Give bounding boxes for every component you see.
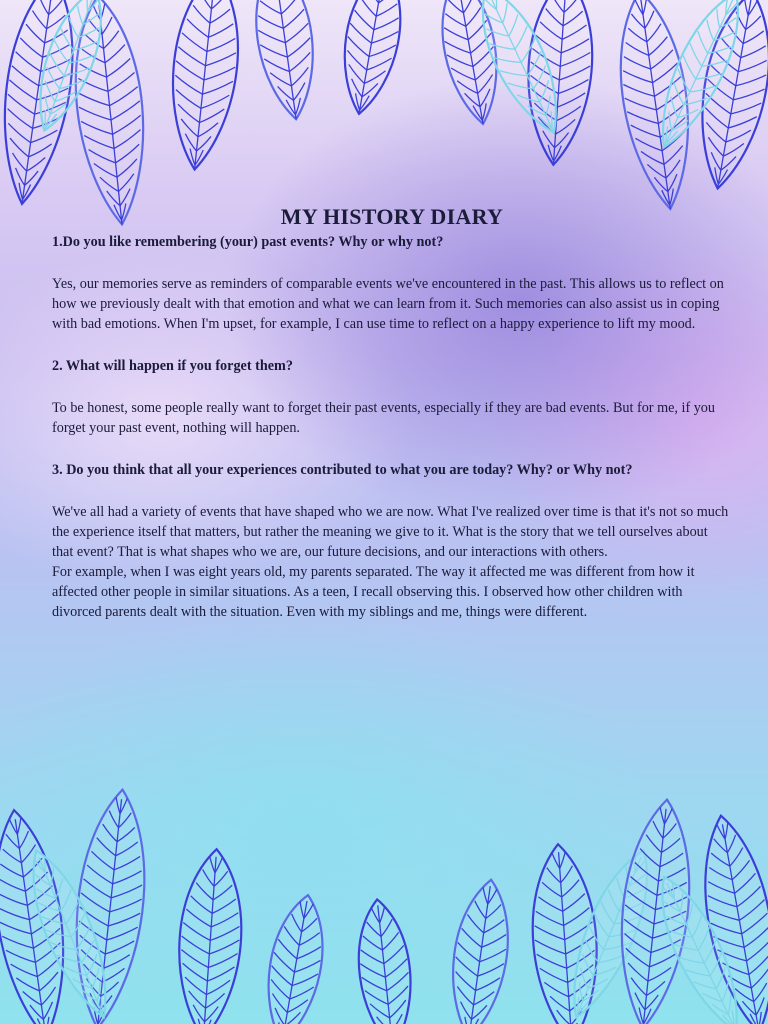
leaf-icon <box>464 0 576 143</box>
leaf-icon <box>333 0 411 118</box>
leaf-icon <box>173 847 247 1024</box>
leaf-icon <box>163 0 247 173</box>
leaf-icon <box>257 891 333 1024</box>
leaf-icon <box>247 0 323 123</box>
leaf-icon <box>66 0 155 228</box>
leaf-icon <box>15 842 124 1024</box>
leaf-icon <box>611 796 700 1024</box>
page-title: MY HISTORY DIARY <box>280 204 504 229</box>
leaf-icon <box>65 786 155 1024</box>
question-1: 1.Do you like remembering (your) past events? Why or why not? <box>52 234 444 250</box>
answer-3-paragraph-1: We've all had a variety of events that have shaped who we are now. What I've realized over time is that it's not so much the experience itself that matters, but rather the meaning we give to it. What is the story that we tell ourselves about that event? That is what shapes who we are, our future decisions, and our interactions with others. <box>52 504 729 560</box>
leaf-icon <box>23 0 117 138</box>
leaf-icon <box>644 0 757 157</box>
question-2: 2. What will happen if you forget them? <box>52 358 293 374</box>
answer-2: To be honest, some people really want to forget their past events, especially if they are bad events. But for me, if you forget your past event, nothing will happen. <box>52 400 715 436</box>
leaf-icon <box>522 0 598 167</box>
leaf-icon <box>644 868 755 1024</box>
leaf-icon <box>691 810 768 1024</box>
leaf-icon <box>555 842 666 1024</box>
answer-3-paragraph-2: For example, when I was eight years old, my parents separated. The way it affected me was different from how it affected other people in similar situations. As a teen, I recall observing this. I observed how other children with divorced parents dealt with the situation. Even with my siblings and me, things were different. <box>52 564 695 620</box>
leaf-icon <box>0 806 77 1024</box>
leaf-icon <box>608 0 701 213</box>
leaf-icon <box>432 0 508 128</box>
leaf-icon <box>0 0 85 208</box>
leaf-icon <box>443 876 517 1024</box>
leaf-border-bottom-icon <box>0 784 768 1024</box>
answer-1: Yes, our memories serve as reminders of comparable events we've encountered in the past. This allows us to reflect on how we previously dealt with that emotion and what we can learn from it. Such memories can also assist us in coping with bad emotions. When I'm upset, for example, I can use time to reflect on a happy experience to lift my mood. <box>52 276 724 332</box>
leaf-icon <box>687 0 768 194</box>
diary-content <box>52 204 732 622</box>
leaf-icon <box>527 842 604 1024</box>
question-3: 3. Do you think that all your experiences contributed to what you are today? Why? or Why not? <box>52 462 633 478</box>
leaf-icon <box>352 897 418 1024</box>
